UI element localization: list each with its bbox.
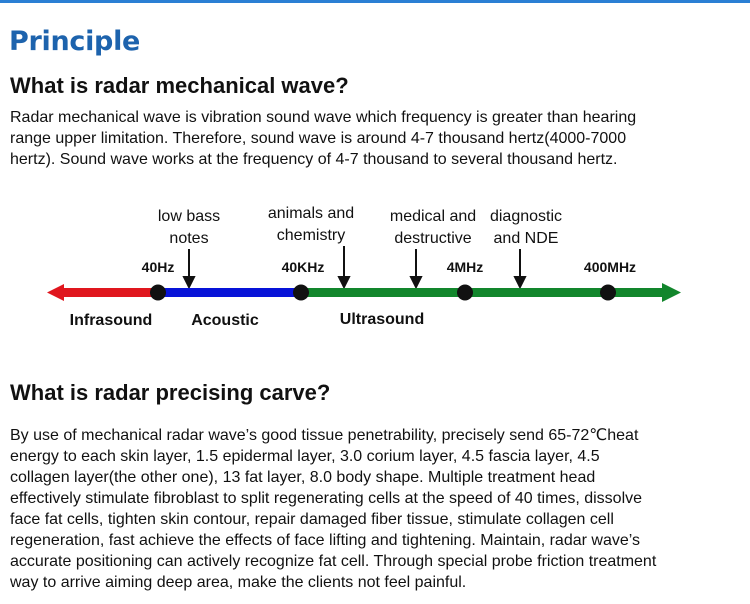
band-segment-acoustic (158, 288, 301, 297)
paragraph-line: By use of mechanical radar wave’s good tissue penetrability, precisely send 65-72℃heat (10, 427, 639, 444)
annotation-low-bass-line1: low bass (157, 208, 221, 225)
arrowhead-left (47, 284, 64, 301)
pointer-arrowhead-low-bass (184, 277, 194, 287)
paragraph-line: collagen layer(the other one), 13 fat layer, 8.0 body shape. Multiple treatment head (10, 469, 596, 486)
marker-dot-400mhz (600, 285, 616, 301)
paragraph-line: accurate positioning can actively recognize fat cell. Through special probe friction treatment (10, 553, 657, 570)
paragraph-line: effectively stimulate fibroblast to split regenerating cells at the speed of 40 times, dissolve (10, 490, 643, 507)
marker-dot-40khz (293, 285, 309, 301)
pointer-arrowhead-medical (411, 277, 421, 287)
annotation-diagnostic-line1: diagnostic (489, 208, 563, 225)
band-label-acoustic: Acoustic (191, 312, 259, 329)
marker-dot-40hz (150, 285, 166, 301)
paragraph-line: Radar mechanical wave is vibration sound wave which frequency is greater than hearing (10, 109, 637, 126)
band-segment-infrasound (60, 288, 158, 297)
pointer-arrowhead-animals (339, 277, 349, 287)
band-label-ultrasound: Ultrasound (339, 311, 425, 328)
paragraph-line: regeneration, fast achieve the effects of face lifting and tightening. Maintain, radar wave’s (10, 532, 641, 549)
page-title: Principle (9, 26, 141, 57)
tick-label-400mhz: 400MHz (583, 259, 637, 275)
top-accent-rule (0, 0, 750, 3)
arrowhead-right (662, 283, 681, 302)
marker-dot-4mhz (457, 285, 473, 301)
tick-label-40hz: 40Hz (141, 259, 175, 275)
annotation-diagnostic-line2: and NDE (493, 230, 559, 247)
paragraph-line: way to arrive aiming deep area, make the clients not feel painful. (10, 574, 467, 591)
paragraph-line: face fat cells, tighten skin contour, repair damaged fiber tissue, stimulate collagen cell (10, 511, 614, 528)
paragraph-line: range upper limitation. Therefore, sound wave is around 4-7 thousand hertz(4000-7000 (10, 130, 627, 147)
section-heading-precising-carve: What is radar precising carve? (10, 380, 331, 405)
annotation-low-bass-line2: notes (169, 230, 209, 247)
annotation-medical-line2: destructive (394, 230, 472, 247)
annotation-animals-line1: animals and (267, 205, 355, 222)
tick-label-40khz: 40KHz (281, 259, 325, 275)
section-heading-mechanical-wave: What is radar mechanical wave? (10, 73, 349, 98)
tick-label-4mhz: 4MHz (446, 259, 484, 275)
mechanical-wave-paragraph (10, 107, 636, 170)
band-label-infrasound: Infrasound (69, 312, 153, 329)
pointer-arrowhead-diagnostic (515, 277, 525, 287)
paragraph-line: hertz). Sound wave works at the frequency of 4-7 thousand to several thousand hertz. (10, 151, 618, 168)
paragraph-line: energy to each skin layer, 1.5 epidermal layer, 3.0 corium layer, 4.5 fascia layer, 4.5 (10, 448, 600, 465)
frequency-spectrum-diagram (0, 195, 750, 345)
precising-carve-paragraph (10, 425, 656, 593)
annotation-medical-line1: medical and (389, 208, 477, 225)
annotation-animals-line2: chemistry (276, 227, 346, 244)
